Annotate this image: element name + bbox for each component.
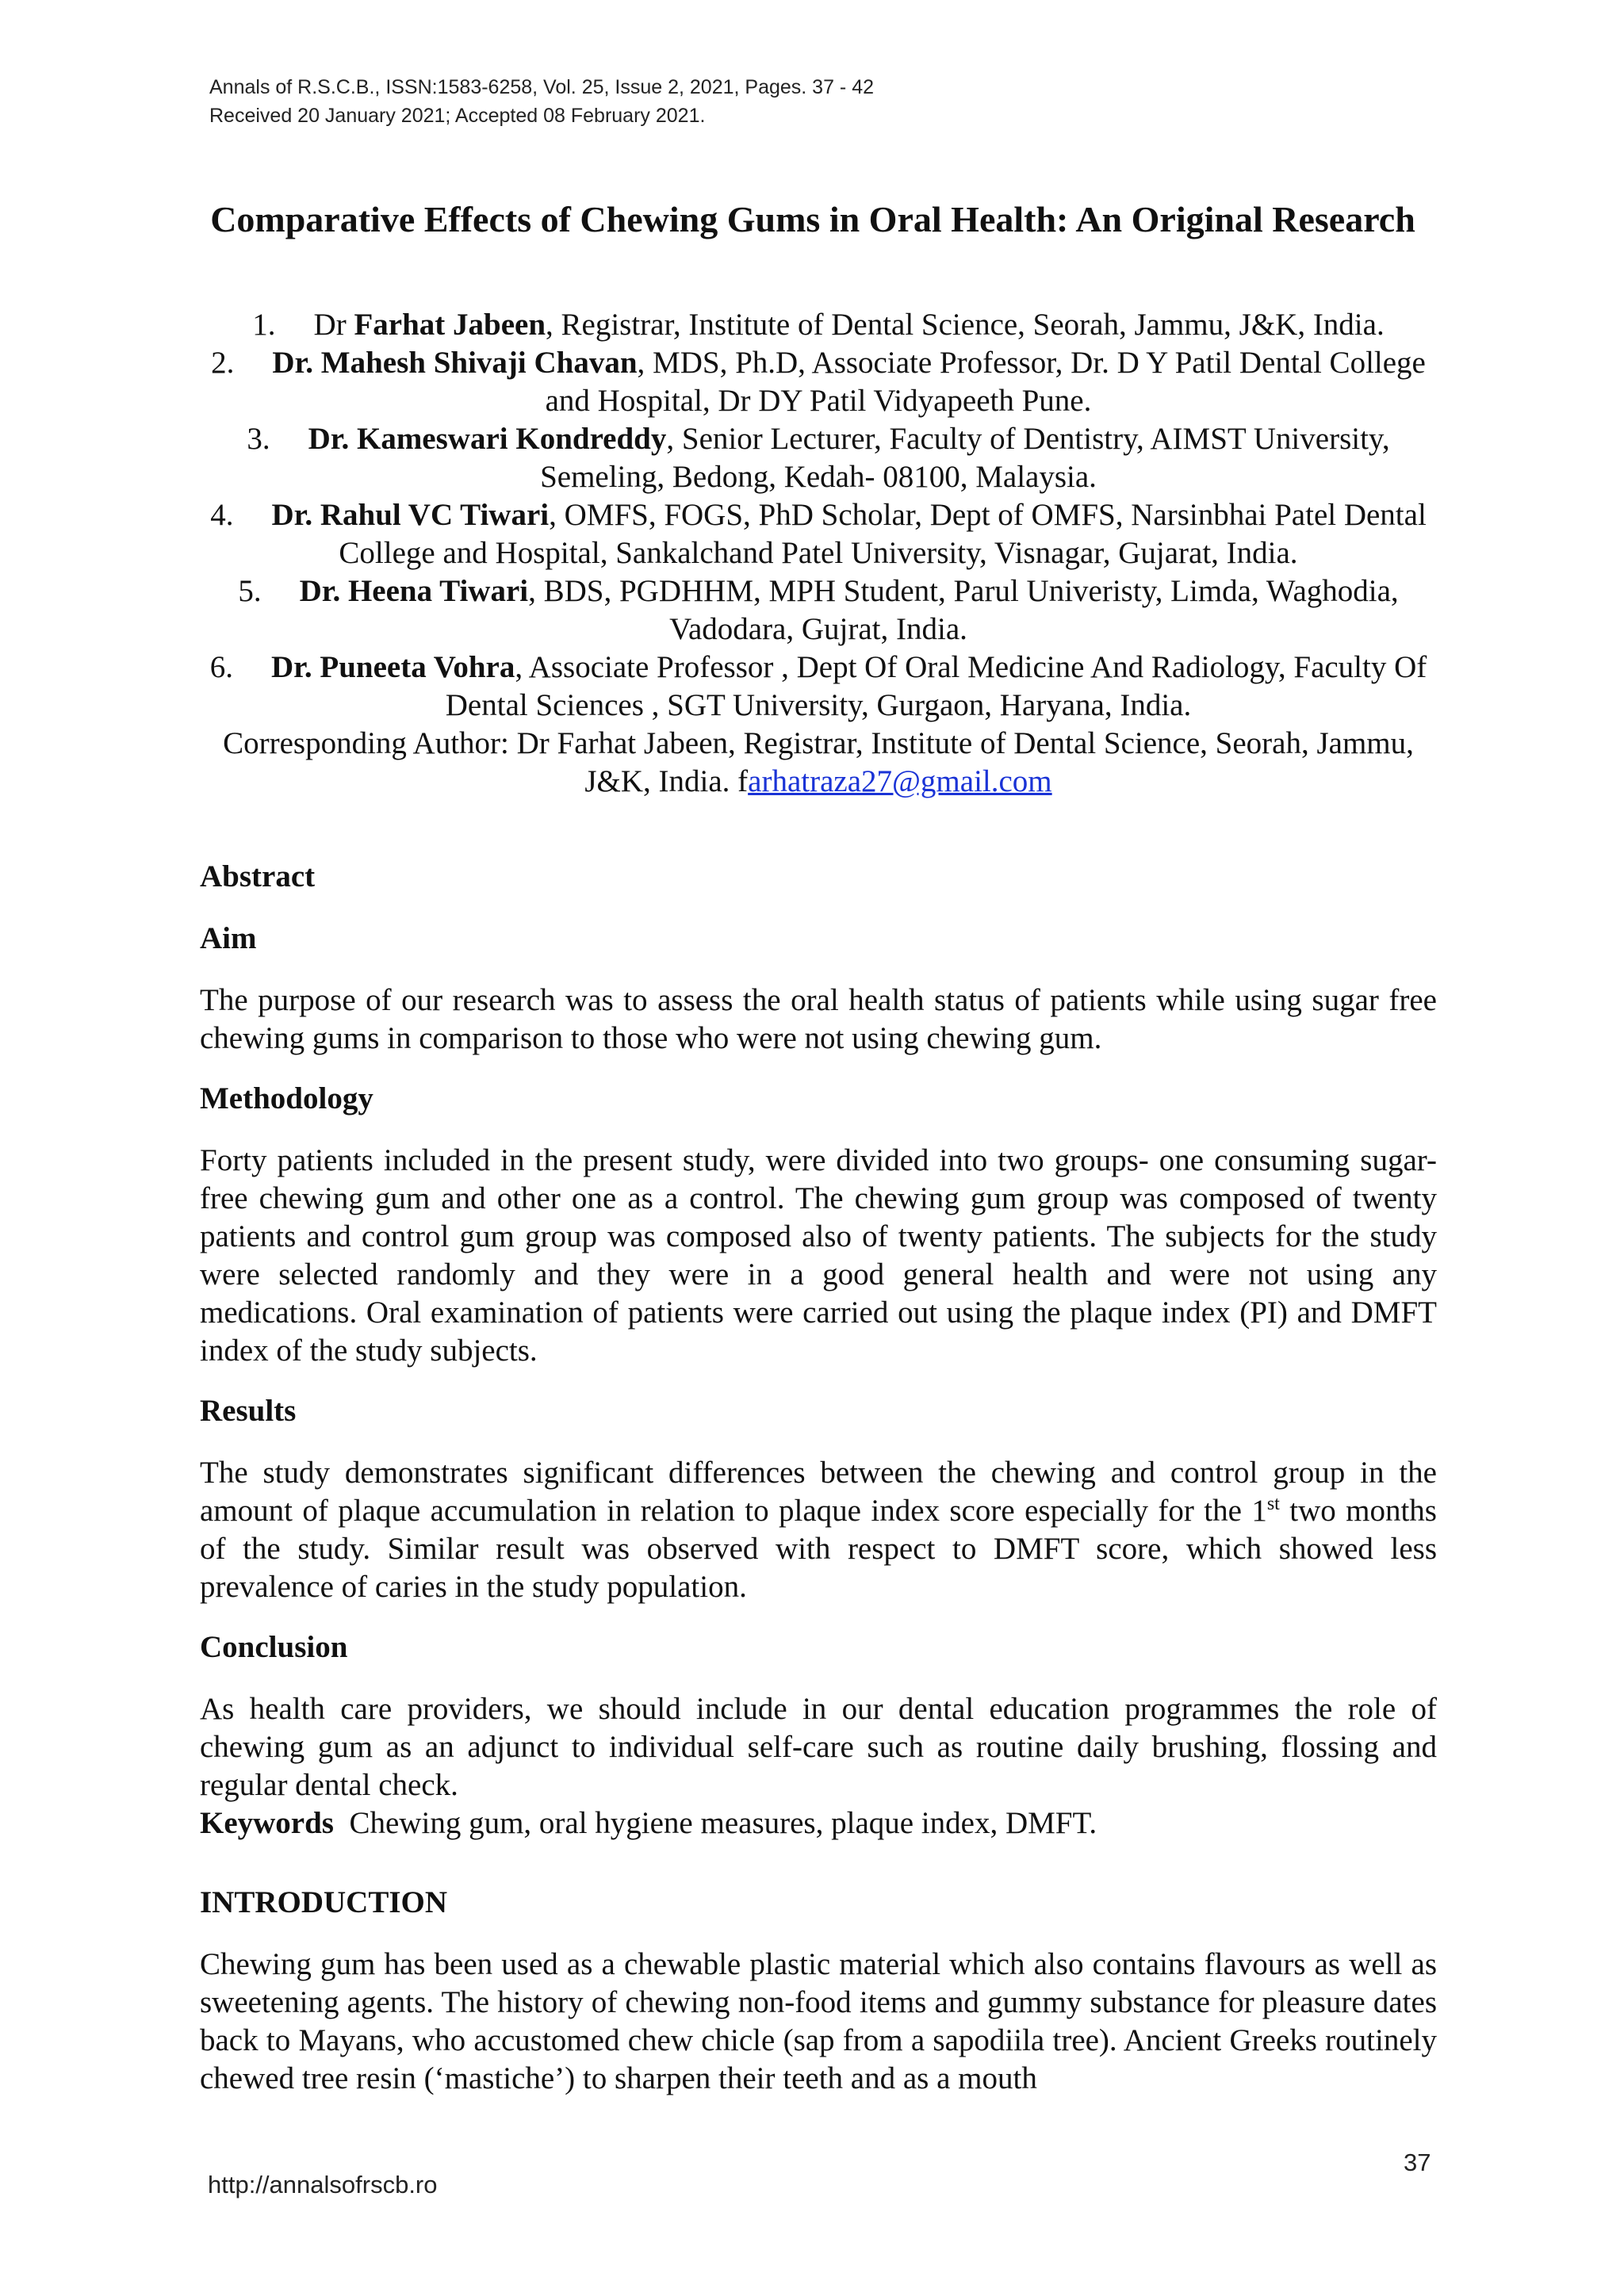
author-affiliation: , Senior Lecturer, Faculty of Dentistry, AIMST University, Semeling, Bedong, Kedah- 08100, Malaysia. — [540, 422, 1390, 494]
email-link[interactable]: arhatraza27@gmail.com — [748, 764, 1052, 798]
author-name: Dr. Heena Tiwari — [299, 574, 529, 608]
page-number: 37 — [1404, 2149, 1431, 2176]
methodology-heading: Methodology — [200, 1081, 373, 1115]
corresponding-author — [200, 725, 1437, 801]
running-header — [209, 73, 874, 130]
corresponding-text: Corresponding Author: Dr Farhat Jabeen, Registrar, Institute of Dental Science, Seorah, Jammu, J&K, India. f — [223, 726, 1414, 798]
results-text-part1: The study demonstrates significant differences between the chewing and control group in the amount of plaque accumulation in relation to plaque index score especially for the 1 — [200, 1456, 1437, 1528]
introduction-heading: INTRODUCTION — [200, 1885, 448, 1919]
author-entry — [200, 572, 1437, 649]
keywords-label: Keywords — [200, 1806, 334, 1840]
results-paragraph — [200, 1454, 1437, 1606]
conclusion-paragraph: As health care providers, we should include in our dental education programmes the role of chewing gum as an adjunct to individual self-care such as routine daily brushing, flossing and regular dental check. — [200, 1692, 1437, 1802]
results-superscript: st — [1266, 1494, 1280, 1514]
aim-paragraph: The purpose of our research was to assess the oral health status of patients while using sugar free chewing gums in comparison to those who were not using chewing gum. — [200, 983, 1437, 1055]
author-number: 6. — [209, 650, 233, 684]
main-body — [200, 858, 1437, 2120]
author-number: 1. — [252, 308, 276, 342]
abstract-heading: Abstract — [200, 859, 316, 894]
introduction-paragraph: Chewing gum has been used as a chewable plastic material which also contains flavours as well as sweetening agents. The history of chewing non-food items and gummy substance for pleasure dates back to Mayans, who accustomed chew chicle (sap from a sapodiila tree). Ancient Greeks routinely chewed tree resin (‘mastiche’) to sharpen their teeth and as a mouth — [200, 1947, 1437, 2095]
author-affiliation: , MDS, Ph.D, Associate Professor, Dr. D Y Patil Dental College and Hospital, Dr DY Patil Vidyapeeth Pune. — [545, 346, 1426, 418]
author-name: Dr. Mahesh Shivaji Chavan — [272, 346, 638, 380]
author-prefix: Dr — [313, 308, 354, 342]
author-affiliation: , BDS, PGDHHM, MPH Student, Parul Univeristy, Limda, Waghodia, Vadodara, Gujrat, India. — [528, 574, 1399, 646]
author-number: 2. — [211, 346, 235, 380]
author-affiliation: , Registrar, Institute of Dental Science, Seorah, Jammu, J&K, India. — [546, 308, 1385, 342]
author-entry — [200, 649, 1437, 725]
paper-title: Comparative Effects of Chewing Gums in Oral Health: An Original Research — [210, 199, 1415, 239]
author-number: 4. — [210, 498, 234, 532]
conclusion-heading: Conclusion — [200, 1630, 348, 1664]
journal-line: Annals of R.S.C.B., ISSN:1583-6258, Vol. 25, Issue 2, 2021, Pages. 37 - 42 — [209, 76, 875, 98]
author-affiliation: , OMFS, FOGS, PhD Scholar, Dept of OMFS, Narsinbhai Patel Dental College and Hospital, Sankalchand Patel University, Visnagar, Gujarat, India. — [339, 498, 1427, 570]
author-affiliation: , Associate Professor , Dept Of Oral Medicine And Radiology, Faculty Of Dental Sciences , SGT University, Gurgaon, Haryana, India. — [445, 650, 1427, 722]
author-name: Farhat Jabeen — [354, 308, 546, 342]
author-name: Dr. Puneeta Vohra — [270, 650, 515, 684]
results-heading: Results — [200, 1394, 297, 1428]
aim-heading: Aim — [200, 921, 257, 955]
results-text-part2: two months of the study. Similar result was observed with respect to DMFT score, which showed less prevalence of caries in the study population. — [200, 1494, 1437, 1604]
author-entry — [200, 420, 1437, 496]
dates-line: Received 20 January 2021; Accepted 08 February 2021. — [209, 105, 706, 127]
author-name: Dr. Kameswari Kondreddy — [308, 422, 667, 456]
author-entry — [200, 344, 1437, 420]
author-number: 5. — [238, 574, 262, 608]
author-entry — [200, 306, 1437, 344]
author-entry — [200, 496, 1437, 572]
author-number: 3. — [247, 422, 270, 456]
methodology-paragraph: Forty patients included in the present study, were divided into two groups- one consuming sugar-free chewing gum and other one as a control. The chewing gum group was composed of twenty patients and control gum group was composed also of twenty patients. The subjects for the study were selected randomly and they were in a good general health and were not using any medications. Oral examination of patients were carried out using the plaque index (PI) and DMFT index of the study subjects. — [200, 1143, 1437, 1368]
keywords-text: Chewing gum, oral hygiene measures, plaque index, DMFT. — [334, 1806, 1097, 1840]
author-name: Dr. Rahul VC Tiwari — [271, 498, 550, 532]
author-list — [200, 306, 1437, 801]
footer-url: http://annalsofrscb.ro — [208, 2171, 438, 2198]
keywords-line — [200, 1804, 1437, 1843]
